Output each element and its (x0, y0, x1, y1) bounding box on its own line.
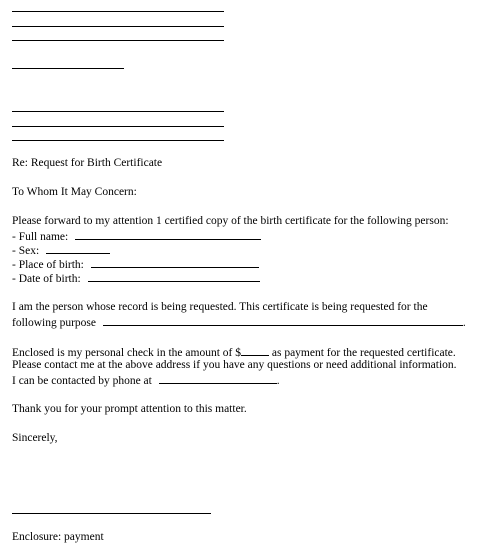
date-line[interactable] (12, 68, 124, 69)
thanks-line: Thank you for your prompt attention to this matter. (12, 403, 247, 415)
purpose-line-1: I am the person whose record is being requested. This certificate is being requested for the (12, 301, 428, 313)
sender-city-line[interactable] (12, 40, 224, 41)
payment-prefix: Enclosed is my personal check in the amount of $ (12, 347, 241, 359)
purpose-period: . (462, 317, 466, 329)
phone-blank[interactable] (159, 373, 277, 384)
signature-line[interactable] (12, 513, 211, 514)
sex-label: - Sex: (12, 245, 40, 257)
amount-blank[interactable] (241, 345, 269, 356)
salutation: To Whom It May Concern: (12, 186, 137, 198)
phone-line (12, 373, 280, 388)
recipient-name-line[interactable] (12, 111, 224, 112)
purpose-blank[interactable] (103, 315, 463, 326)
date-of-birth-row (12, 271, 260, 286)
payment-line (12, 345, 456, 360)
payment-suffix: as payment for the requested certificate. (268, 347, 456, 359)
purpose-line-2 (12, 315, 466, 330)
request-intro: Please forward to my attention 1 certified copy of the birth certificate for the following person: (12, 215, 449, 227)
sex-blank[interactable] (46, 243, 110, 254)
enclosure-line: Enclosure: payment (12, 531, 104, 543)
phone-label: I can be contacted by phone at (12, 375, 152, 387)
phone-period: . (276, 375, 280, 387)
contact-line: Please contact me at the above address if you have any questions or need additional information. (12, 359, 457, 371)
sender-address-line[interactable] (12, 26, 224, 27)
date-of-birth-label: - Date of birth: (12, 273, 81, 285)
place-of-birth-row (12, 257, 259, 272)
full-name-row (12, 229, 261, 244)
place-of-birth-label: - Place of birth: (12, 259, 84, 271)
sex-row (12, 243, 110, 258)
re-line: Re: Request for Birth Certificate (12, 157, 163, 169)
full-name-label: - Full name: (12, 231, 69, 243)
place-of-birth-blank[interactable] (91, 257, 259, 268)
purpose-label: following purpose (12, 317, 97, 329)
full-name-blank[interactable] (75, 229, 261, 240)
recipient-city-line[interactable] (12, 140, 224, 141)
recipient-address-line[interactable] (12, 126, 224, 127)
date-of-birth-blank[interactable] (88, 271, 260, 282)
sender-name-line[interactable] (12, 11, 224, 12)
closing: Sincerely, (12, 432, 58, 444)
